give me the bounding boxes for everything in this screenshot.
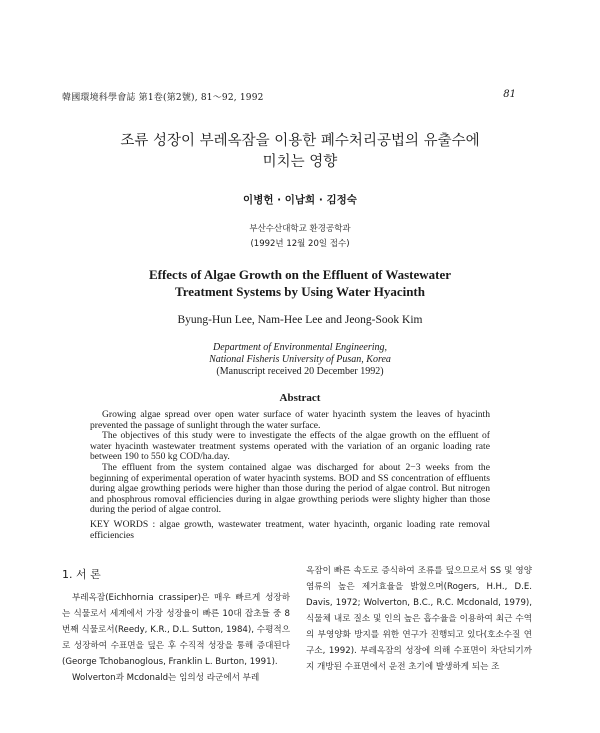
abstract-heading: Abstract	[279, 392, 321, 404]
korean-received-date: (1992년 12월 20일 접수)	[250, 239, 350, 249]
body-paragraph: 옥잠이 빠른 속도로 증식하여 조류를 덮으므로서 SS 및 영양염류의 높은 제거효율을 밝혔으며(Rogers, H.H., D.E. Davis, 1972; Wolverton, B.C., R.C. Mcdonald, 1979), 식물체 내로 질소 및 인의 높은 흡수율을 이용하여 최근 수역의 부영양화 방지를 위한 연구가 진행되고 있다(호소수질 연구소, 1992). 부레옥잠의 성장에 의해 수표면이 차단되기까지 개방된 수표면에서 운전 초기에 발생하게 되는 조	[306, 566, 532, 672]
section-heading-introduction: 1. 서 론	[62, 568, 101, 581]
abstract-paragraph: The objectives of this study were to investigate the effects of the algae growth on the effluent of water hyacinth wastewater treatment systems operated with the variation of an organic loading rate between 190 to 550 kg COD/ha.day.	[90, 430, 490, 463]
page-number: 81	[503, 89, 516, 100]
english-authors: Byung-Hun Lee, Nam-Hee Lee and Jeong-Sook Kim	[177, 314, 423, 326]
body-left-column	[62, 590, 290, 686]
body-right-column	[306, 563, 532, 675]
korean-title-line1: 조류 성장이 부레옥잠을 이용한 폐수처리공법의 유출수에	[120, 133, 480, 149]
korean-title-line2: 미치는 영향	[262, 154, 338, 170]
journal-header: 韓國環境科學會誌 第1卷(第2號), 81〜92, 1992	[62, 93, 264, 103]
english-title-line2: Treatment Systems by Using Water Hyacinth	[174, 284, 425, 299]
keywords: KEY WORDS : algae growth, wastewater treatment, water hyacinth, organic loading rate removal efficiencies	[90, 519, 490, 541]
body-paragraph: Wolverton과 Mcdonald는 임의성 라군에서 부레	[72, 673, 260, 683]
korean-affiliation: 부산수산대학교 환경공학과	[249, 224, 351, 234]
abstract-body	[90, 410, 490, 516]
body-paragraph: 부레옥잠(Eichhornia crassiper)은 매우 빠르게 성장하는 식물로서 세계에서 가장 성장율이 빠른 10대 잡초들 중 8번째 식물로서(Reedy, K.R., D.L. Sutton, 1984), 수평적으로 성장하여 수표면을 덮은 후 수직적 성장을 통해 증대된다(George Tchobanoglous, Franklin L. Burton, 1991).	[62, 593, 290, 667]
keywords-block	[90, 520, 490, 541]
korean-authors: 이병헌 · 이남희 · 김정숙	[243, 194, 357, 206]
english-affiliation-line2: National Fisheris University of Pusan, Korea	[209, 354, 391, 365]
english-title-line1: Effects of Algae Growth on the Effluent of Wastewater	[148, 267, 452, 282]
abstract-paragraph: Growing algae spread over open water surface of water hyacinth system the leaves of hyacinth prevented the passage of sunlight through the water surface.	[90, 409, 490, 431]
english-affiliation-line1: Department of Environmental Engineering,	[212, 342, 388, 353]
abstract-paragraph: The effluent from the system contained algae was discharged for about 2−3 weeks from the beginning of experimental operation of water hyacinth systems. BOD and SS concentration of effluents during algae growthing periods were higher than those during the period of algae control. But nitrogen and phosphrous romoval efficiencies during in algae growthing periods were slighty higher than those during the period of algae control.	[90, 461, 490, 516]
english-received-date: (Manuscript received 20 December 1992)	[216, 366, 384, 377]
